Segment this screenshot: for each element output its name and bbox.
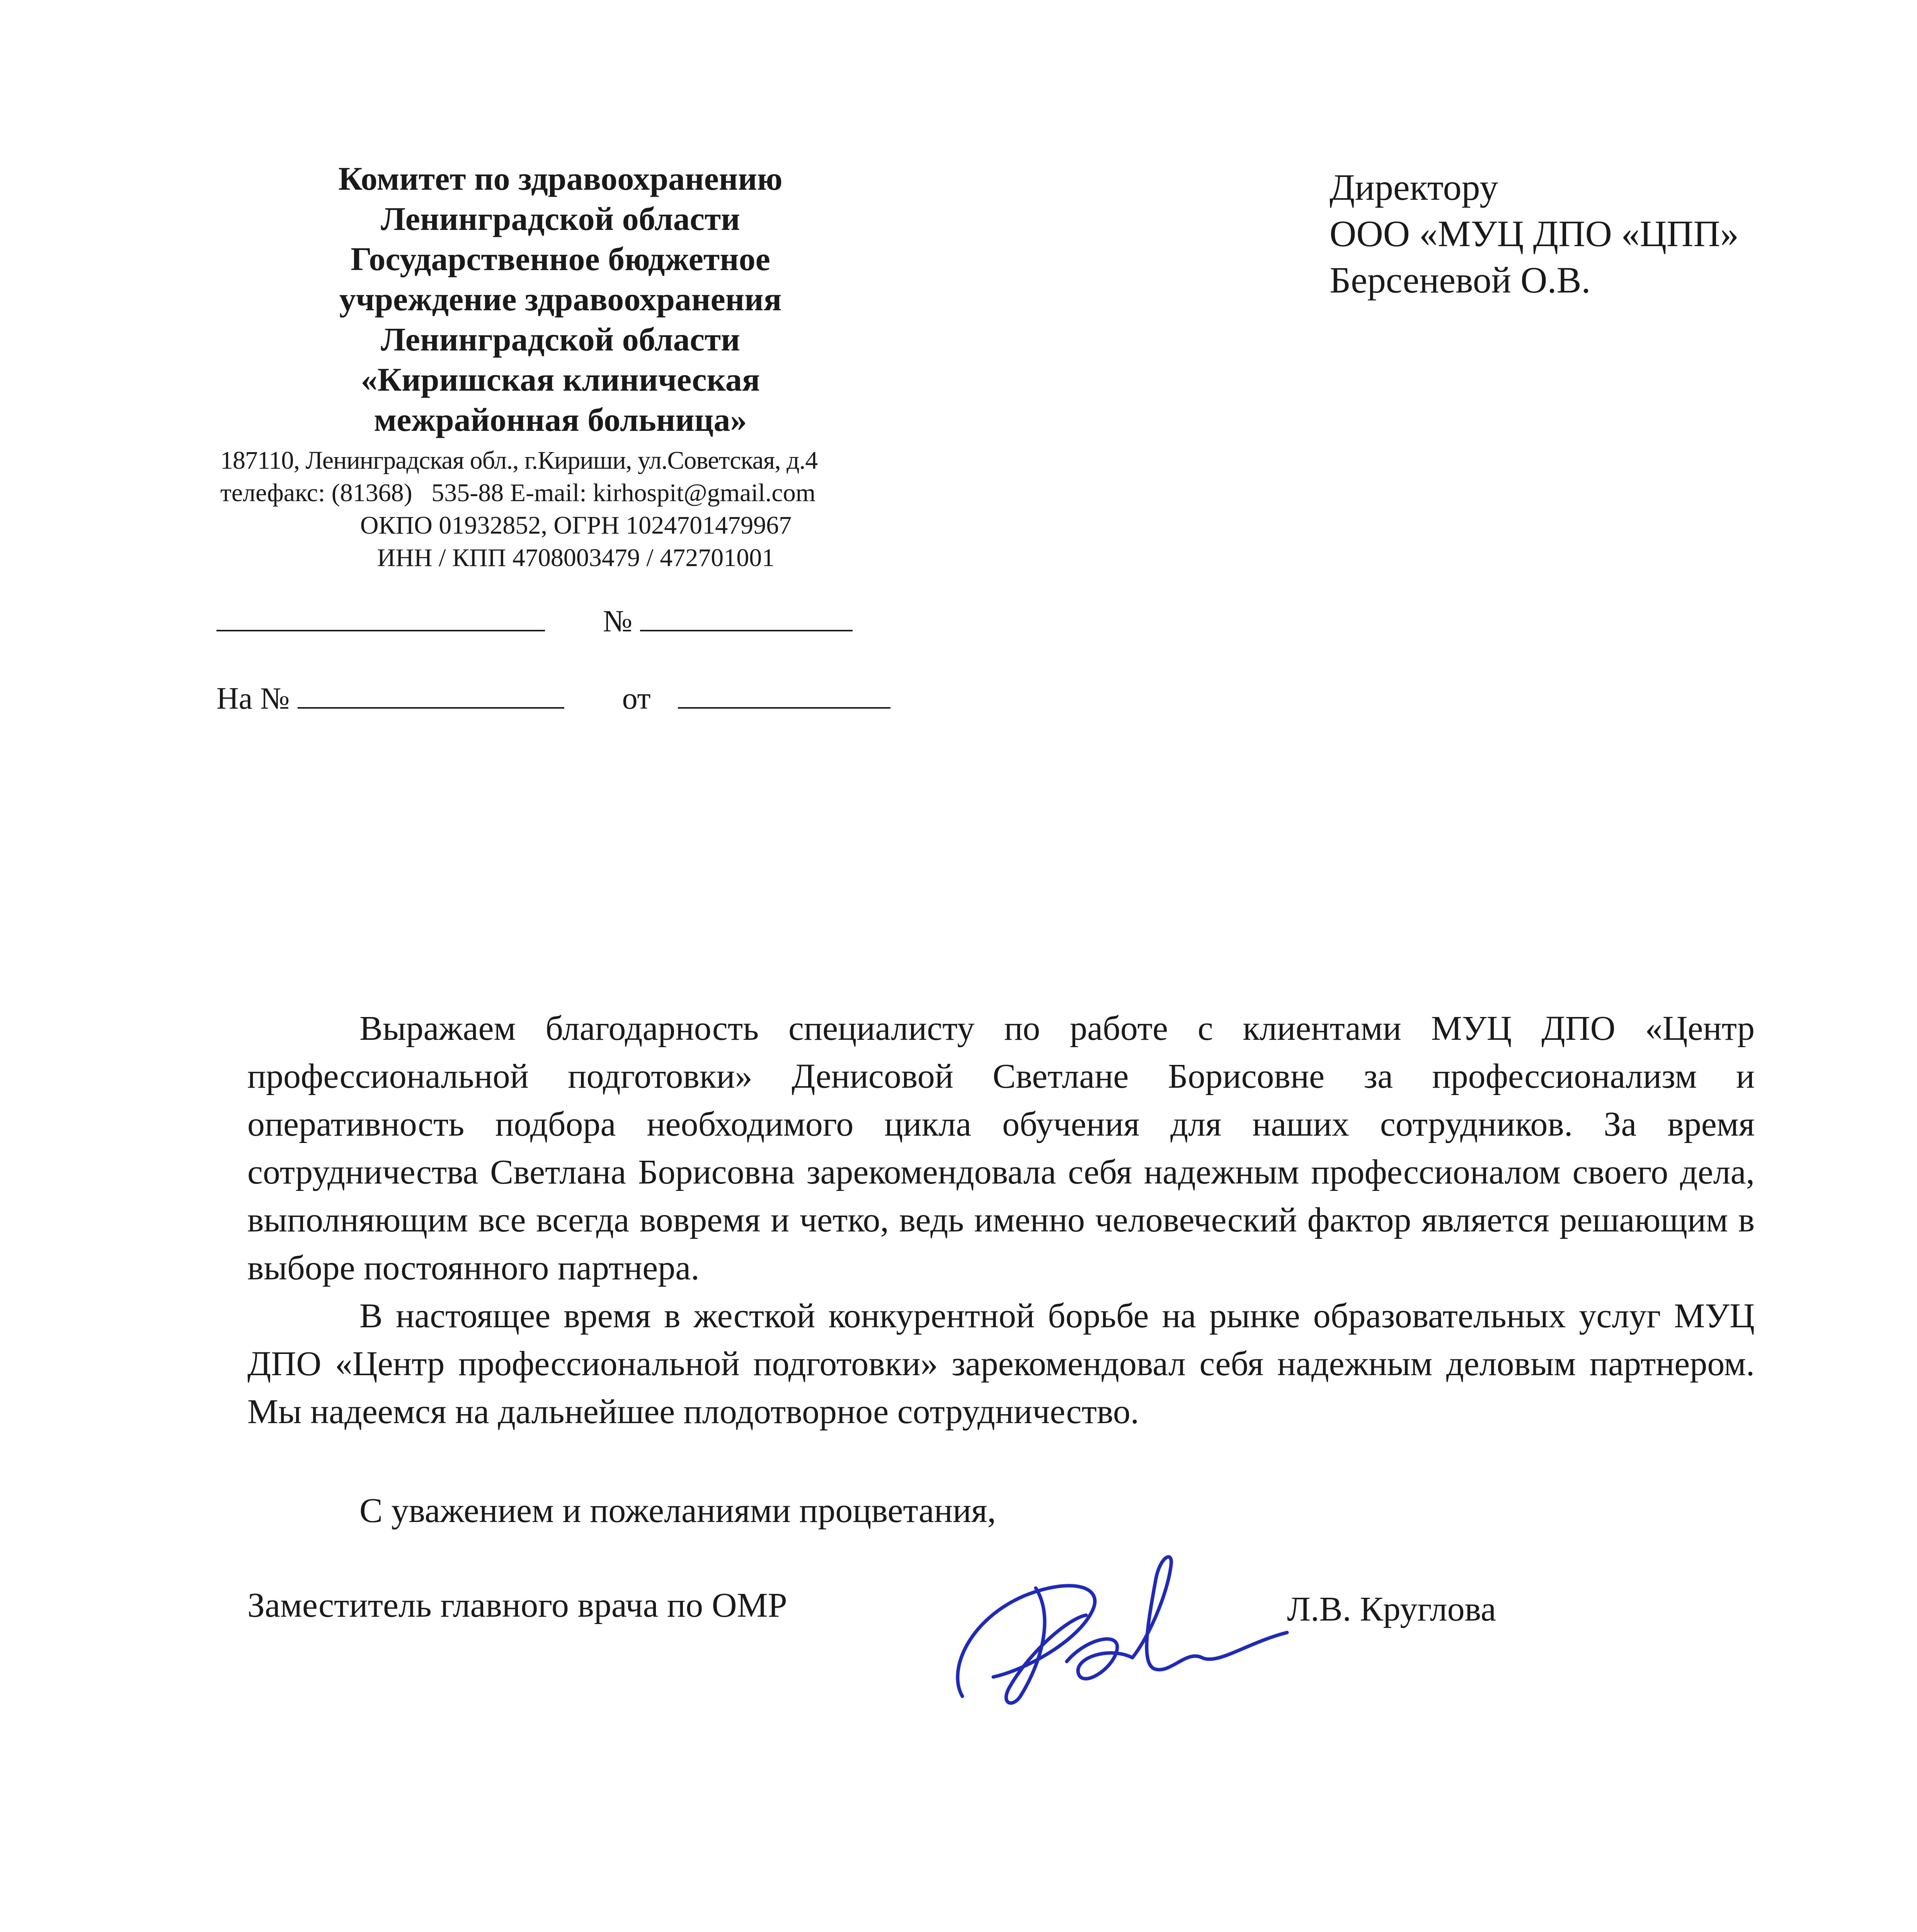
org-line-6: «Киришская клиническая	[361, 361, 760, 398]
org-phone: телефакс: (81368) 535-88	[220, 479, 504, 507]
registration-reference-row	[216, 680, 890, 716]
recipient-line-2: ООО «МУЦ ДПО «ЦПП»	[1330, 213, 1739, 254]
recipient-line-1: Директору	[1330, 167, 1498, 208]
body-paragraph-1: Выражаем благодарность специалисту по работе с клиентами МУЦ ДПО «Центр профессиональной подготовки» Денисовой Светлане Борисовне за профессионализм и оперативность подбора необходимого цикла обучения для наших сотрудников. За время сотрудничества Светлана Борисовна зарекомендовала себя надежным профессионалом своего дела, выполняющим все всегда вовремя и четко, ведь именно человеческий фактор является решающим в выборе постоянного партнера.	[247, 1009, 1755, 1287]
signer-position: Заместитель главного врача по ОМР	[247, 1586, 787, 1624]
from-label: от	[622, 682, 651, 716]
org-line-7: межрайонная больница»	[374, 401, 747, 438]
organization-name	[201, 158, 920, 440]
body-paragraph-2: В настоящее время в жесткой конкурентной борьбе на рынке образовательных услуг МУЦ ДПО «Центр профессиональной подготовки» зарекомендовал себя надежным деловым партнером. Мы надеемся на дальнейшее плодотворное сотрудничество.	[247, 1297, 1755, 1431]
org-inn-kpp: ИНН / КПП 4708003479 / 472701001	[377, 544, 775, 572]
number-blank-line	[640, 603, 853, 631]
org-address: 187110, Ленинградская обл., г.Кириши, ул.Советская, д.4	[220, 446, 818, 474]
org-line-3: Государственное бюджетное	[351, 240, 770, 277]
org-line-5: Ленинградской области	[381, 321, 740, 358]
organization-details	[209, 444, 943, 574]
number-label: №	[603, 604, 633, 638]
org-line-4: учреждение здравоохранения	[339, 281, 782, 318]
recipient-line-3: Берсеневой О.В.	[1330, 259, 1591, 301]
org-contacts	[209, 477, 943, 509]
recipient-block	[1330, 164, 1739, 303]
from-blank-line	[678, 680, 890, 709]
org-okpo-ogrn: ОКПО 01932852, ОГРН 1024701479967	[360, 511, 792, 539]
handwritten-signature	[939, 1542, 1306, 1723]
registration-number-row	[216, 603, 853, 639]
letter-body	[247, 1005, 1755, 1436]
reference-label: На №	[216, 682, 290, 716]
org-email: E-mail: kirhospit@gmail.com	[510, 479, 816, 507]
reference-blank-line	[298, 680, 564, 709]
org-line-2: Ленинградской области	[381, 200, 740, 237]
date-blank-line	[216, 603, 545, 631]
signer-name: Л.В. Круглова	[1287, 1590, 1496, 1628]
org-line-1: Комитет по здравоохранению	[338, 160, 783, 197]
closing-phrase: С уважением и пожеланиями процветания,	[359, 1492, 996, 1530]
